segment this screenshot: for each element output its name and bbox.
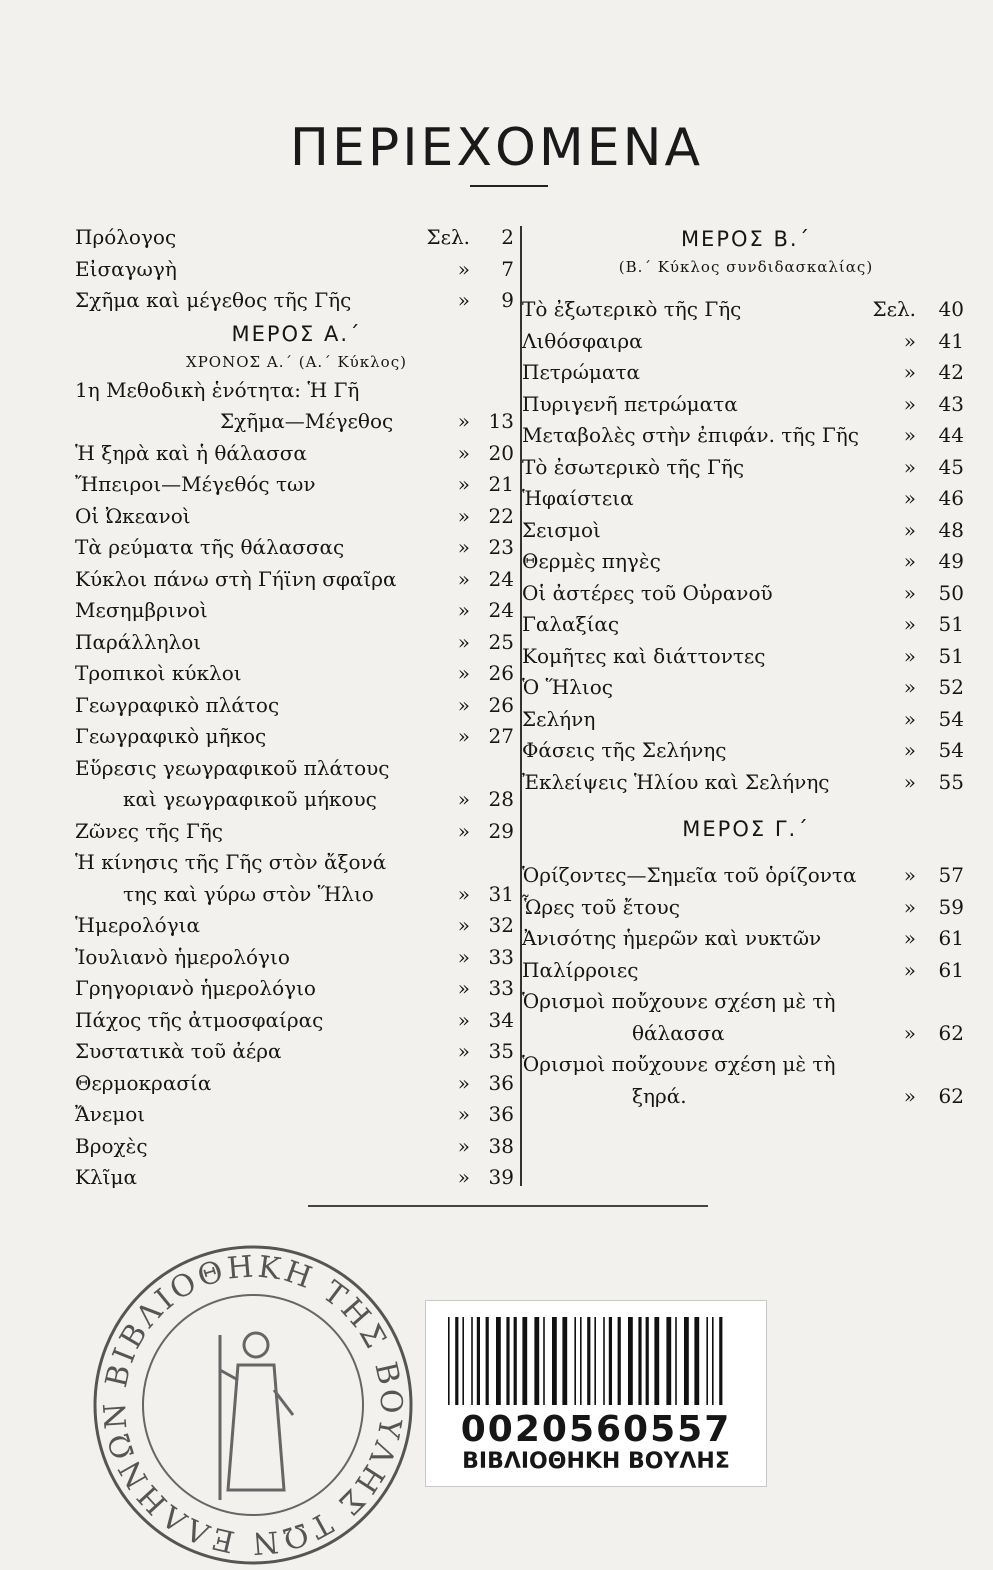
page-number: 34	[488, 1007, 514, 1032]
ditto-mark: »	[903, 486, 916, 510]
barcode-bar	[448, 1317, 450, 1405]
toc-entry-title: Ἡφαίστεια	[522, 486, 634, 510]
ditto-mark: »	[903, 706, 916, 731]
toc-entry-title: Τὸ ἐσωτερικὸ τῆς Γῆς	[522, 454, 745, 479]
ditto-mark: »	[457, 440, 470, 465]
page-number: 21	[488, 472, 514, 496]
barcode-bar	[455, 1317, 458, 1405]
toc-entry	[522, 357, 970, 389]
toc-entry	[75, 816, 518, 848]
toc-entry-title: Πάχος τῆς ἀτμοσφαίρας	[75, 1007, 324, 1032]
toc-entry-title: Μεσημβρινοὶ	[75, 598, 208, 622]
ditto-mark: »	[903, 643, 916, 668]
stamp-text: ΒΙΒΛΙΟΘΗΚΗ ΤΗΣ ΒΟΥΛΗΣ ΤΩΝ ΕΛΛΗΝΩΝ	[97, 1249, 409, 1561]
barcode-bar	[477, 1317, 480, 1405]
part-c-heading: ΜΕΡΟΣ Γ.΄	[682, 817, 810, 841]
toc-entry-title: Πυριγενῆ πετρώματα	[522, 391, 738, 416]
toc-entry-title: Σχῆμα—Μέγεθος	[220, 409, 394, 433]
ditto-mark: »	[457, 598, 470, 622]
toc-entry-title: Θερμοκρασία	[75, 1070, 212, 1095]
page-number: 40	[938, 297, 964, 321]
toc-entry	[75, 753, 518, 785]
toc-entry	[75, 879, 518, 911]
page-number: 33	[488, 976, 514, 1000]
toc-entry-title: Κλῖμα	[75, 1165, 137, 1189]
ditto-mark: »	[457, 503, 470, 528]
toc-entry	[522, 389, 970, 421]
toc-entry	[522, 704, 970, 736]
toc-entry	[522, 294, 970, 326]
page-number: 55	[938, 769, 964, 794]
barcode-bar	[712, 1317, 714, 1405]
ditto-mark: »	[457, 1102, 470, 1126]
barcode-bar	[594, 1317, 596, 1405]
toc-entry-title: Τὰ ρεύματα τῆς θάλασσας	[75, 535, 345, 559]
toc-entry	[522, 420, 970, 452]
page-number: 25	[488, 629, 514, 654]
ditto-mark: »	[457, 288, 470, 312]
ditto-mark: »	[903, 738, 916, 762]
page-number: 32	[488, 913, 514, 937]
ditto-mark: »	[903, 517, 916, 542]
toc-entry-title: Πρόλογος	[75, 225, 177, 249]
toc-entry	[522, 452, 970, 484]
page-number: 50	[938, 580, 964, 605]
ditto-mark: »	[903, 612, 916, 636]
barcode-bar	[522, 1317, 527, 1405]
page-number: 24	[488, 598, 514, 622]
page-number: 45	[938, 454, 964, 479]
page-number: 51	[938, 612, 964, 636]
ditto-mark: »	[903, 360, 916, 384]
toc-entry-title: Σελήνη	[522, 706, 596, 731]
page-number: 38	[488, 1133, 514, 1158]
ditto-mark: »	[903, 863, 916, 887]
ditto-mark: »	[457, 787, 470, 811]
barcode-bar	[675, 1317, 677, 1405]
toc-entry-title: Ἐκλείψεις Ἡλίου καὶ Σελήνης	[522, 769, 830, 794]
toc-entry-title: Φάσεις τῆς Σελήνης	[522, 738, 727, 762]
toc-entry	[522, 641, 970, 673]
toc-entry	[75, 469, 518, 501]
barcode-bar	[587, 1317, 590, 1405]
toc-entry	[522, 986, 970, 1018]
ditto-mark: »	[457, 661, 470, 685]
toc-entry-title: Ὁ Ἥλιος	[522, 675, 613, 699]
ditto-mark: Σελ.	[872, 297, 916, 321]
toc-entry	[522, 546, 970, 578]
barcode-number: 0020560557	[460, 1409, 732, 1450]
ditto-mark: »	[903, 1020, 916, 1045]
barcode-bar	[486, 1317, 489, 1405]
toc-entry-title: Γαλαξίας	[522, 612, 620, 636]
page-number: 22	[488, 503, 514, 528]
barcode-bar	[666, 1317, 671, 1405]
toc-entry	[75, 973, 518, 1005]
ditto-mark: »	[903, 1083, 916, 1108]
page-number: 20	[488, 440, 514, 465]
toc-entry	[75, 1068, 518, 1100]
toc-entry-title: Μεταβολὲς στὴν ἐπιφάν. τῆς Γῆς	[522, 423, 859, 447]
toc-entry-title: Γεωγραφικὸ πλάτος	[75, 692, 280, 717]
toc-entry	[75, 1162, 518, 1194]
toc-right-column	[522, 222, 970, 1112]
ditto-mark: »	[457, 1070, 470, 1095]
toc-entry-title: Τροπικοὶ κύκλοι	[75, 661, 242, 685]
toc-entry-title: Γεωγραφικὸ μῆκος	[75, 724, 267, 748]
page-number: 35	[488, 1039, 514, 1063]
toc-entry-title: Σεισμοὶ	[522, 517, 601, 542]
ditto-mark: »	[457, 535, 470, 559]
ditto-mark: »	[457, 724, 470, 748]
page-number: 28	[488, 787, 514, 811]
toc-entry-title: Ὁρισμοὶ ποὔχουνε σχέση μὲ τὴ	[522, 1052, 836, 1076]
toc-entry	[522, 672, 970, 704]
page-number: 42	[938, 360, 964, 384]
page-number: 43	[938, 391, 964, 416]
toc-entry	[522, 1018, 970, 1050]
toc-entry	[75, 784, 518, 816]
barcode	[426, 1301, 766, 1411]
toc-entry	[522, 892, 970, 924]
ditto-mark: »	[903, 454, 916, 479]
ditto-mark: »	[457, 256, 470, 281]
toc-entry	[75, 910, 518, 942]
toc-entry	[75, 1131, 518, 1163]
barcode-bar	[462, 1317, 464, 1405]
toc-entry	[75, 406, 518, 438]
toc-entry-title: Γρηγοριανὸ ἡμερολόγιο	[75, 976, 316, 1000]
toc-entry-title: Πετρώματα	[522, 360, 641, 384]
toc-entry-title: Οἱ ἀστέρες τοῦ Οὐρανοῦ	[522, 580, 773, 605]
toc-entry-title: Θερμὲς πηγὲς	[522, 549, 661, 573]
page-number: 62	[938, 1020, 964, 1045]
toc-left-column	[75, 222, 518, 1194]
barcode-bar	[609, 1317, 612, 1405]
toc-entry	[522, 515, 970, 547]
toc-entry	[75, 690, 518, 722]
toc-entry	[75, 501, 518, 533]
ditto-mark: »	[903, 769, 916, 794]
ditto-mark: »	[457, 629, 470, 654]
barcode-bar	[654, 1317, 659, 1405]
toc-entry	[75, 1005, 518, 1037]
barcode-bar	[603, 1317, 605, 1405]
ditto-mark: »	[457, 818, 470, 843]
ditto-mark: »	[457, 881, 470, 906]
ditto-mark: »	[903, 675, 916, 699]
toc-entry	[75, 658, 518, 690]
page-number: 23	[488, 535, 514, 559]
library-name: ΒΙΒΛΙΟΘΗΚΗ ΒΟΥΛΗΣ	[462, 1449, 730, 1474]
ditto-mark: Σελ.	[426, 225, 470, 249]
ditto-mark: »	[903, 549, 916, 573]
barcode-bar	[506, 1317, 509, 1405]
page-number: 44	[938, 423, 964, 447]
toc-entry	[75, 721, 518, 753]
page-number: 29	[488, 818, 514, 843]
page-number: 7	[501, 256, 514, 281]
toc-entry-title: Συστατικὰ τοῦ ἀέρα	[75, 1039, 282, 1063]
page-number: 41	[938, 328, 964, 353]
page-number: 48	[938, 517, 964, 542]
barcode-bar	[628, 1317, 633, 1405]
toc-entry-title: Τὸ ἐξωτερικὸ τῆς Γῆς	[522, 297, 742, 321]
toc-entry	[75, 1036, 518, 1068]
toc-entry	[75, 254, 518, 286]
toc-entry-title: 1η Μεθοδικὴ ἑνότητα: Ἡ Γῆ	[75, 377, 360, 402]
toc-entry-title: Λιθόσφαιρα	[522, 328, 643, 353]
barcode-bar	[471, 1317, 473, 1405]
page-number: 9	[501, 288, 514, 312]
barcode-bar	[706, 1317, 708, 1405]
ditto-mark: »	[903, 391, 916, 416]
page-number: 49	[938, 549, 964, 573]
page-number: 54	[938, 738, 964, 762]
page-number: 36	[488, 1070, 514, 1095]
page-number: 52	[938, 675, 964, 699]
toc-entry	[522, 955, 970, 987]
barcode-bar	[646, 1317, 649, 1405]
ditto-mark: »	[903, 580, 916, 605]
toc-entry	[75, 942, 518, 974]
ditto-mark: »	[457, 472, 470, 496]
barcode-bar	[534, 1317, 539, 1405]
barcode-bar	[562, 1317, 567, 1405]
toc-entry	[522, 578, 970, 610]
barcode-bar	[684, 1317, 689, 1405]
page-title: ΠΕΡΙΕΧΟΜΕΝΑ	[289, 118, 704, 178]
toc-entry	[522, 767, 970, 799]
toc-entry	[75, 1099, 518, 1131]
toc-entry-title: Εἰσαγωγὴ	[75, 256, 177, 281]
ditto-mark: »	[457, 1039, 470, 1063]
ditto-mark: »	[457, 1007, 470, 1032]
barcode-label	[425, 1300, 767, 1487]
toc-entry-title: Ζῶνες τῆς Γῆς	[75, 818, 223, 843]
page-number: 46	[938, 486, 964, 510]
page-number: 57	[938, 863, 964, 887]
barcode-bar	[638, 1317, 641, 1405]
ditto-mark: »	[457, 1133, 470, 1158]
toc-entry-title: της καὶ γύρω στὸν Ἥλιο	[123, 881, 374, 906]
ditto-mark: »	[457, 1165, 470, 1189]
toc-entry	[522, 1049, 970, 1081]
toc-entry-title: Ἡμερολόγια	[75, 913, 201, 937]
ditto-mark: »	[903, 926, 916, 950]
page-number: 13	[488, 409, 514, 433]
toc-entry	[75, 595, 518, 627]
toc-entry	[522, 923, 970, 955]
toc-entry	[522, 483, 970, 515]
toc-entry-title: Ἡ κίνησις τῆς Γῆς στὸν ἄξονά	[75, 850, 387, 874]
barcode-bar	[719, 1317, 722, 1405]
toc-entry-title: Ὁρίζοντες—Σημεῖα τοῦ ὁρίζοντα	[522, 863, 857, 887]
toc-entry-title: θάλασσα	[632, 1020, 725, 1045]
page-number: 2	[501, 225, 514, 249]
bottom-rule	[308, 1205, 708, 1207]
toc-entry-title: Ὧρες τοῦ ἔτους	[522, 894, 680, 919]
page-number: 61	[938, 926, 964, 950]
toc-entry-title: Παλίρροιες	[522, 957, 639, 982]
ditto-mark: »	[457, 409, 470, 433]
page-number: 61	[938, 957, 964, 982]
ditto-mark: »	[457, 692, 470, 717]
toc-entry	[522, 326, 970, 358]
page-number: 59	[938, 894, 964, 919]
page-number: 27	[488, 724, 514, 748]
ditto-mark: »	[903, 957, 916, 982]
page-number: 54	[938, 706, 964, 731]
toc-entry	[75, 285, 518, 317]
toc-entry-title: Κύκλοι πάνω στὴ Γήϊνη σφαῖρα	[75, 566, 397, 591]
toc-entry	[522, 860, 970, 892]
ditto-mark: »	[903, 328, 916, 353]
page-number: 51	[938, 643, 964, 668]
part-a-heading: ΜΕΡΟΣ Α.΄	[231, 321, 362, 346]
page-number: 36	[488, 1102, 514, 1126]
page-number: 62	[938, 1083, 964, 1108]
barcode-bar	[694, 1317, 699, 1405]
barcode-bar	[580, 1317, 582, 1405]
toc-entry-title: Οἱ Ὠκεανοὶ	[75, 503, 191, 528]
toc-entry-title: Ἤπειροι—Μέγεθός των	[75, 472, 316, 496]
page-number: 26	[488, 661, 514, 685]
toc-entry-title: Σχῆμα καὶ μέγεθος τῆς Γῆς	[75, 288, 352, 312]
barcode-bar	[574, 1317, 576, 1405]
part-b-subheading: (Β.΄ Κύκλος συνδιδασκαλίας)	[618, 258, 874, 276]
barcode-bar	[496, 1317, 501, 1405]
title-underline	[470, 185, 548, 187]
ditto-mark: »	[457, 913, 470, 937]
page-number: 31	[488, 881, 514, 906]
library-stamp	[88, 1240, 418, 1570]
toc-entry	[522, 1081, 970, 1113]
barcode-bar	[543, 1317, 545, 1405]
toc-entry	[75, 627, 518, 659]
toc-entry-title: Παράλληλοι	[75, 629, 202, 654]
toc-entry-title: Εὕρεσις γεωγραφικοῦ πλάτους	[75, 755, 390, 780]
toc-entry-title: Κομῆτες καὶ διάττοντες	[522, 643, 766, 668]
athena-figure-icon	[220, 1333, 293, 1500]
part-a-subheading: ΧΡΟΝΟΣ Α.΄ (Α.΄ Κύκλος)	[186, 352, 407, 371]
page-number: 33	[488, 944, 514, 969]
page-number: 39	[488, 1165, 514, 1189]
ditto-mark: »	[903, 423, 916, 447]
ditto-mark: »	[457, 976, 470, 1000]
barcode-bar	[552, 1317, 557, 1405]
ditto-mark: »	[903, 894, 916, 919]
toc-entry	[75, 847, 518, 879]
ditto-mark: »	[457, 944, 470, 969]
toc-entry-title: ξηρά.	[632, 1083, 687, 1108]
toc-entry	[75, 564, 518, 596]
toc-entry	[75, 375, 518, 407]
toc-entry	[522, 609, 970, 641]
barcode-bar	[514, 1317, 517, 1405]
toc-entry	[522, 735, 970, 767]
stamp-inner-ring	[143, 1295, 363, 1515]
part-b-heading: ΜΕΡΟΣ Β.΄	[680, 227, 812, 251]
toc-entry	[75, 532, 518, 564]
toc-entry-title: Ἡ ξηρὰ καὶ ἡ θάλασσα	[75, 440, 307, 465]
toc-entry	[75, 222, 518, 254]
toc-entry-title: Ὁρισμοὶ ποὔχουνε σχέση μὲ τὴ	[522, 989, 836, 1013]
page-number: 26	[488, 692, 514, 717]
page-number: 24	[488, 566, 514, 591]
toc-entry-title: Βροχὲς	[75, 1133, 148, 1158]
toc-entry-title: Ἰουλιανὸ ἡμερολόγιο	[75, 944, 290, 969]
toc-entry	[75, 438, 518, 470]
toc-entry-title: καὶ γεωγραφικοῦ μήκους	[123, 787, 377, 811]
toc-entry-title: Ἀνισότης ἡμερῶν καὶ νυκτῶν	[522, 926, 822, 950]
ditto-mark: »	[457, 566, 470, 591]
toc-entry-title: Ἄνεμοι	[75, 1102, 146, 1126]
barcode-bar	[618, 1317, 621, 1405]
